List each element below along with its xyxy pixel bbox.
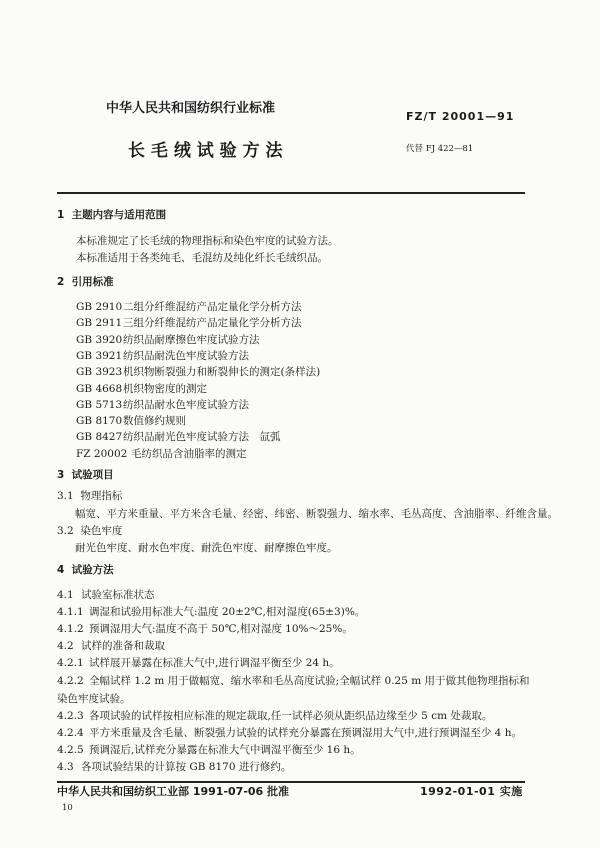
clause-number: 4.3 <box>57 761 74 773</box>
section-2-heading <box>57 276 114 289</box>
reference-title: 机织物断裂强力和断裂伸长的测定(条样法) <box>123 366 321 379</box>
header-divider <box>57 192 525 194</box>
reference-code: GB 4668 <box>76 382 123 395</box>
clause-item <box>57 623 353 636</box>
clause-text: 预调湿后,试样充分暴露在标准大气中调湿平衡至少 16 h。 <box>89 744 361 756</box>
subsection-title: 物理指标 <box>80 490 123 502</box>
reference-title: 毛纺织品含油脂率的测定 <box>131 447 247 460</box>
reference-item <box>76 334 260 347</box>
reference-code: GB 2911 <box>76 317 123 330</box>
subsection-3-1 <box>57 490 122 503</box>
clause-item <box>57 589 155 602</box>
clause-item <box>57 640 165 653</box>
clause-item <box>57 606 365 619</box>
reference-item <box>76 366 320 379</box>
reference-title: 数值修约规则 <box>123 415 186 428</box>
section-1-heading <box>57 209 166 222</box>
subsection-title: 染色牢度 <box>80 525 123 537</box>
section-title: 试验方法 <box>71 564 114 576</box>
effective-date: 1992-01-01 实施 <box>420 785 523 798</box>
reference-code: GB 8170 <box>76 415 123 428</box>
paragraph: 本标准规定了长毛绒的物理指标和染色牢度的试验方法。 <box>76 235 339 247</box>
clause-text: 平方米重量及含毛量、断裂强力试验的试样充分暴露在预调湿用大气中,进行预调湿至少 4 h。 <box>89 727 522 739</box>
reference-title: 纺织品耐水色牢度试验方法 <box>123 398 249 411</box>
clause-number: 4.1 <box>57 589 74 601</box>
clause-number: 4.2.5 <box>57 744 84 756</box>
clause-number: 4.2.2 <box>57 675 84 687</box>
reference-item <box>76 448 247 461</box>
reference-item <box>76 399 249 412</box>
reference-code: GB 3920 <box>76 333 123 346</box>
section-number: 4 <box>57 564 65 576</box>
clause-number: 4.2.1 <box>57 657 84 669</box>
subsection-number: 3.2 <box>57 525 74 537</box>
page-title: 长 毛 绒 试 验 方 法 <box>128 141 283 161</box>
clause-item <box>57 744 361 757</box>
reference-item <box>76 431 281 444</box>
paragraph: 幅宽、平方米重量、平方米含毛量、经密、纬密、断裂强力、缩水率、毛丛高度、含油脂率、纤维含量。 <box>75 508 558 520</box>
subsection-3-2 <box>57 525 122 538</box>
reference-item <box>76 301 302 314</box>
clause-text: 各项试验结果的计算按 GB 8170 进行修约。 <box>81 761 292 773</box>
reference-item <box>76 350 249 363</box>
reference-title: 纺织品耐洗色牢度试验方法 <box>123 349 249 362</box>
clause-item <box>57 710 492 723</box>
standard-code: FZ/T 20001—91 <box>406 110 515 123</box>
clause-number: 4.2 <box>57 640 74 652</box>
clause-text: 预调湿用大气:温度不高于 50℃,相对湿度 10%～25%。 <box>89 623 353 635</box>
reference-code: GB 3921 <box>76 349 123 362</box>
reference-code: GB 3923 <box>76 366 123 379</box>
clause-item <box>57 761 291 774</box>
section-title: 引用标准 <box>71 276 114 288</box>
page-number: 10 <box>62 803 73 813</box>
clause-number: 4.1.2 <box>57 623 84 635</box>
clause-item <box>57 657 340 670</box>
reference-title: 三组分纤维混纺产品定量化学分析方法 <box>123 317 302 330</box>
clause-item <box>57 675 530 688</box>
clause-text: 试样展开暴露在标准大气中,进行调湿平衡至少 24 h。 <box>89 657 340 669</box>
section-3-heading <box>57 469 114 482</box>
reference-title: 机织物密度的测定 <box>123 382 207 395</box>
approval-note: 中华人民共和国纺织工业部 1991-07-06 批准 <box>57 785 290 798</box>
subsection-number: 3.1 <box>57 490 74 502</box>
clause-item <box>57 727 522 740</box>
section-number: 2 <box>57 276 65 288</box>
reference-title: 纺织品耐光色牢度试验方法 氙弧 <box>123 431 281 444</box>
reference-item <box>76 317 302 330</box>
section-4-heading <box>57 564 114 577</box>
clause-text: 试验室标准状态 <box>81 589 155 601</box>
clause-text-continued: 染色牢度试验。 <box>57 692 131 705</box>
issuing-org: 中华人民共和国纺织行业标准 <box>106 101 276 116</box>
footer-divider <box>57 781 525 783</box>
paragraph: 耐光色牢度、耐水色牢度、耐洗色牢度、耐摩擦色牢度。 <box>75 542 338 554</box>
reference-code: FZ 20002 <box>76 447 128 460</box>
section-title: 试验项目 <box>71 469 114 481</box>
clause-text: 调湿和试验用标准大气:温度 20±2℃,相对湿度(65±3)%。 <box>89 606 366 618</box>
clause-text: 各项试验的试样按相应标准的规定裁取,任一试样必须从距织品边缘至少 5 cm 处裁取。 <box>89 710 493 722</box>
section-number: 3 <box>57 469 65 481</box>
reference-title: 二组分纤维混纺产品定量化学分析方法 <box>123 301 302 313</box>
section-title: 主题内容与适用范围 <box>71 209 167 221</box>
replaces-note: 代替 FJ 422—81 <box>406 144 474 154</box>
reference-code: GB 8427 <box>76 431 123 444</box>
reference-code: GB 5713 <box>76 398 123 411</box>
reference-code: GB 2910 <box>76 301 123 313</box>
section-number: 1 <box>57 209 65 221</box>
reference-item <box>76 415 186 428</box>
clause-number: 4.2.3 <box>57 710 84 722</box>
reference-item <box>76 383 207 396</box>
clause-number: 4.2.4 <box>57 727 84 739</box>
paragraph: 本标准适用于各类纯毛、毛混纺及纯化纤长毛绒织品。 <box>76 252 328 264</box>
clause-text: 试样的准备和裁取 <box>81 640 165 652</box>
reference-title: 纺织品耐摩擦色牢度试验方法 <box>123 333 260 346</box>
clause-number: 4.1.1 <box>57 606 84 618</box>
clause-text: 全幅试样 1.2 m 用于做幅宽、缩水率和毛丛高度试验;全幅试样 0.25 m 用于做其他物理指标和 <box>89 675 530 687</box>
